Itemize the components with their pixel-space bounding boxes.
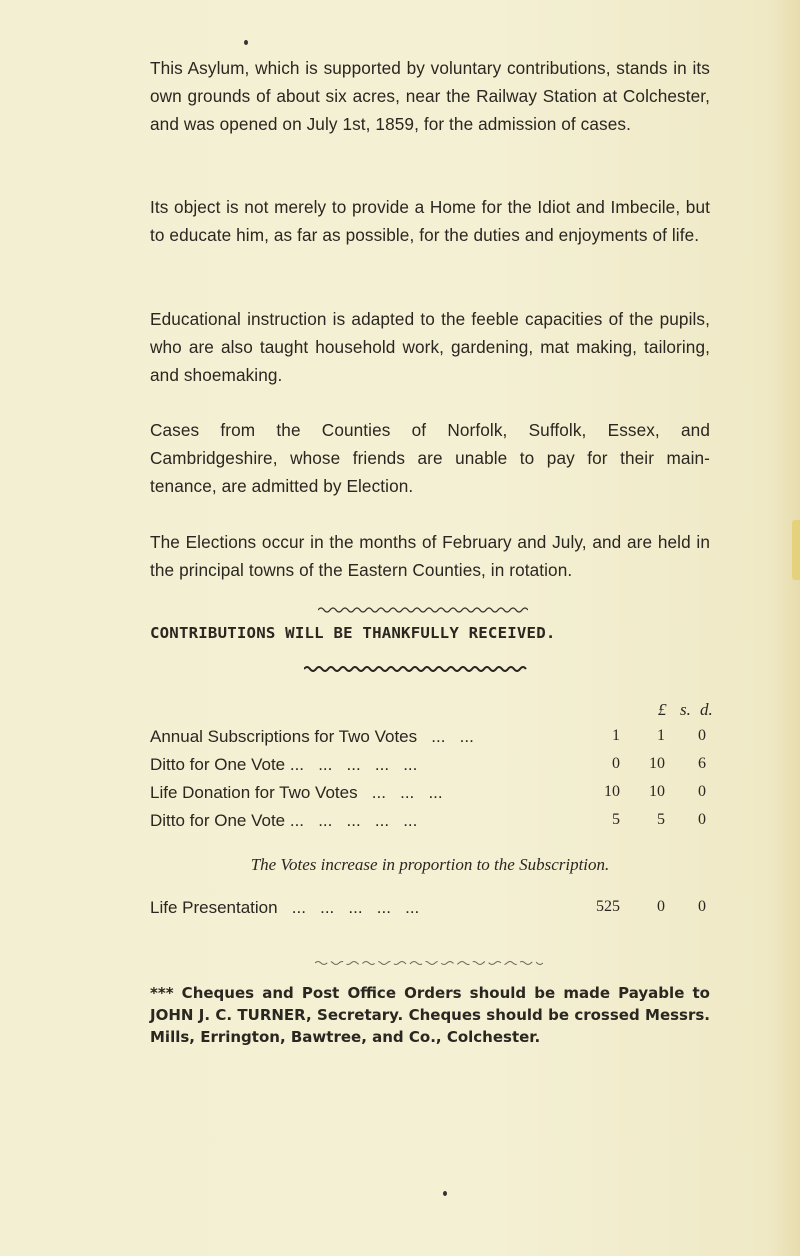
amount-pence: 0 <box>698 811 706 828</box>
instruction-paragraph: Educational instruction is adapted to the feeble capacities of the pupils, who are also taught household work, gardening, mat making, tailoring, and shoemaking. <box>150 309 710 385</box>
pence-column-header: d. <box>700 700 713 719</box>
subscription-row <box>150 755 710 783</box>
amount-pounds: 0 <box>612 755 620 772</box>
amount-shillings: 10 <box>649 783 665 800</box>
amount-pounds: 5 <box>612 811 620 828</box>
votes-note: The Votes increase in proportion to the Subscription. <box>250 855 610 874</box>
admission-paragraph: Cases from the Counties of Norfolk, Suffolk, Essex, and Cambridgeshire, whose friends are unable to pay for their main- tenance, are admitted by Election. <box>150 420 710 496</box>
amount-pence: 0 <box>698 727 706 744</box>
amount-pence: 0 <box>698 783 706 800</box>
amount-shillings: 0 <box>657 898 665 915</box>
intro-paragraph: This Asylum, which is supported by voluntary contributions, stands in its own grounds of about six acres, near the Railway Station at Colchester, and was opened on July 1st, 1859, for the admission of cases. <box>150 58 710 134</box>
subscription-row <box>150 811 710 839</box>
top-wavy-rule <box>318 605 528 613</box>
amount-shillings: 1 <box>657 727 665 744</box>
elections-paragraph: The Elections occur in the months of February and July, and are held in the principal towns of the Eastern Counties, in rotation. <box>150 532 710 580</box>
subscription-label: Annual Subscriptions for Two Votes ... ... <box>150 727 474 746</box>
page-edge-stain <box>792 520 800 580</box>
subscription-label: Ditto for One Vote ... ... ... ... ... <box>150 755 418 774</box>
amount-pounds: 10 <box>604 783 620 800</box>
amount-pounds: 1 <box>612 727 620 744</box>
subscription-row <box>150 727 710 755</box>
amount-pounds: 525 <box>596 898 620 915</box>
payment-notice: *** Cheques and Post Office Orders should be made Payable to JOHN J. C. TURNER, Secretary. Cheques should be crossed Messrs. Mills, Errington, Bawtree, and Co., Colchester. <box>150 984 710 1046</box>
contributions-heading: CONTRIBUTIONS WILL BE THANKFULLY RECEIVED. <box>150 624 556 642</box>
amount-pence: 6 <box>698 755 706 772</box>
pounds-column-header: £ <box>658 700 667 719</box>
life-presentation-label: Life Presentation ... ... ... ... ... <box>150 898 420 917</box>
bottom-wavy-rule <box>315 958 543 966</box>
print-speck <box>443 1191 447 1196</box>
print-speck <box>244 40 248 45</box>
subscription-label: Life Donation for Two Votes ... ... ... <box>150 783 443 802</box>
middle-wavy-rule <box>304 664 530 672</box>
subscription-label: Ditto for One Vote ... ... ... ... ... <box>150 811 418 830</box>
subscription-row <box>150 783 710 811</box>
amount-pence: 0 <box>698 898 706 915</box>
amount-shillings: 5 <box>657 811 665 828</box>
life-presentation-row <box>150 898 710 926</box>
amount-shillings: 10 <box>649 755 665 772</box>
object-paragraph: Its object is not merely to provide a Home for the Idiot and Imbecile, but to educate him, as far as possible, for the duties and enjoyments of life. <box>150 197 710 245</box>
shillings-column-header: s. <box>680 700 691 719</box>
